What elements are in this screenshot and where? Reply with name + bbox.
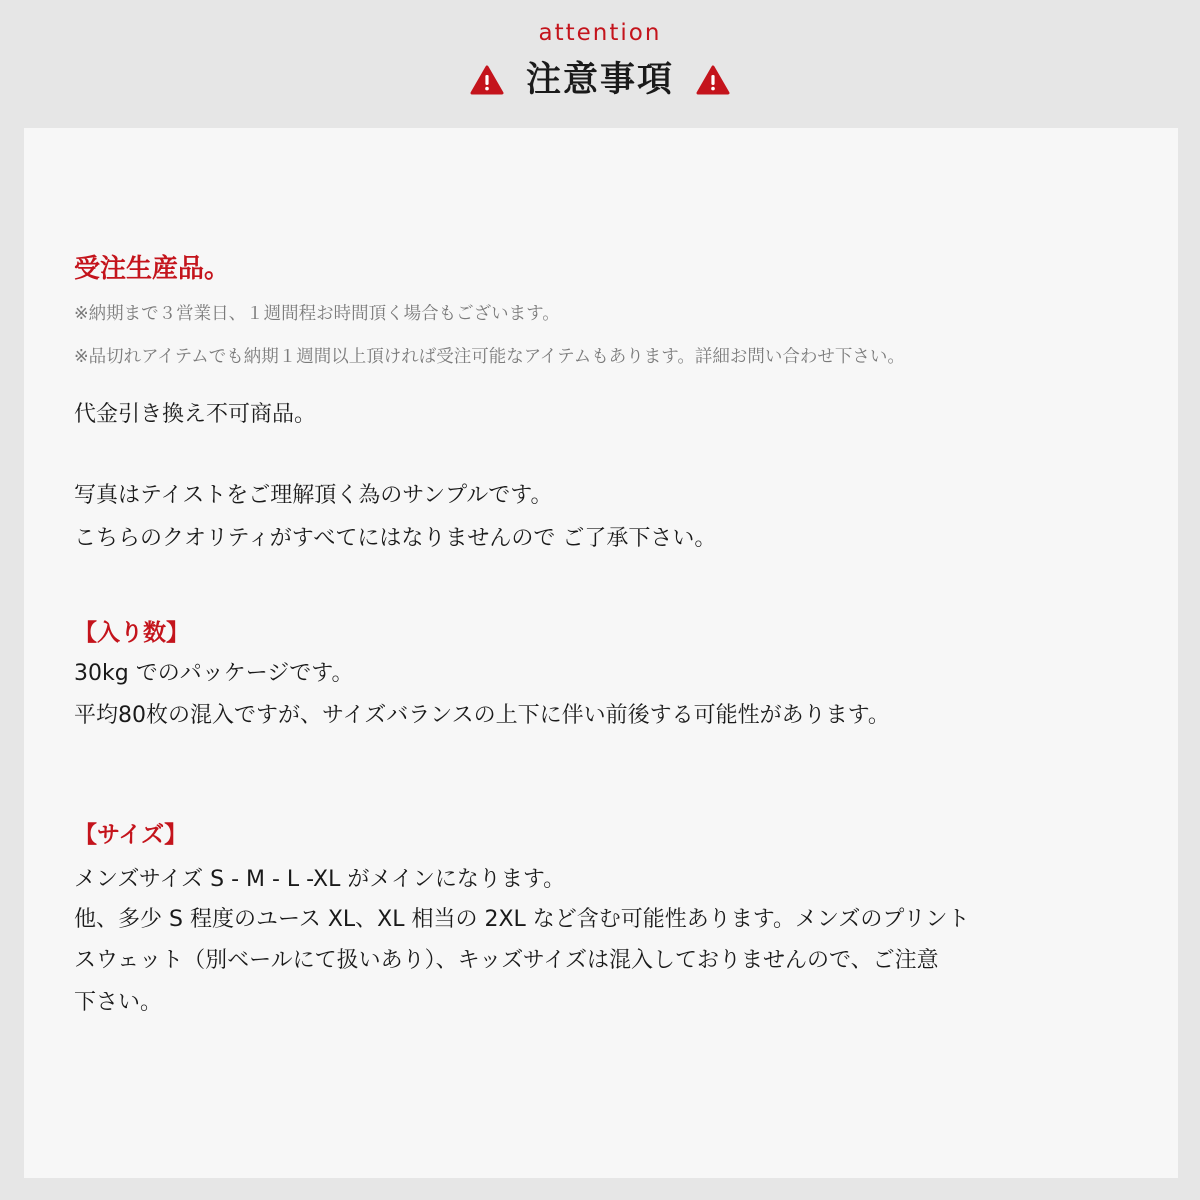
out-of-stock-note: ※品切れアイテムでも納期１週間以上頂ければ受注可能なアイテムもあります。詳細お問い合わせ下さい。	[74, 347, 905, 367]
made-to-order-heading: 受注生産品。	[74, 254, 231, 284]
warning-triangle-icon	[696, 65, 730, 95]
delivery-note: ※納期まで３営業日、１週間程お時間頂く場合もございます。	[74, 304, 560, 324]
size-heading: 【サイズ】	[74, 822, 188, 848]
size-line: スウェット（別ベールにて扱いあり）、キッズサイズは混入しておりませんので、ご注意	[74, 948, 939, 973]
payment-note: 代金引き換え不可商品。	[74, 402, 317, 427]
attention-eyebrow: attention	[538, 20, 662, 46]
quantity-heading: 【入り数】	[74, 620, 189, 646]
warning-triangle-icon	[470, 65, 504, 95]
quantity-line: 30kg でのパッケージです。	[74, 661, 354, 686]
title-row	[0, 58, 1200, 102]
size-line: 下さい。	[74, 990, 163, 1015]
size-line: 他、多少 S 程度のユース XL、XL 相当の 2XL など含む可能性あります。メンズのプリント	[74, 907, 970, 932]
photo-line: こちらのクオリティがすべてにはなりませんので ご了承下さい。	[74, 526, 717, 551]
page-title: 注意事項	[525, 59, 674, 100]
page-header	[0, 0, 1200, 128]
photo-line: 写真はテイストをご理解頂く為のサンプルです。	[74, 483, 553, 508]
notice-card	[24, 128, 1178, 1178]
size-line: メンズサイズ S - M - L -XL がメインになります。	[74, 867, 566, 892]
quantity-line: 平均80枚の混入ですが、サイズバランスの上下に伴い前後する可能性があります。	[74, 703, 890, 728]
